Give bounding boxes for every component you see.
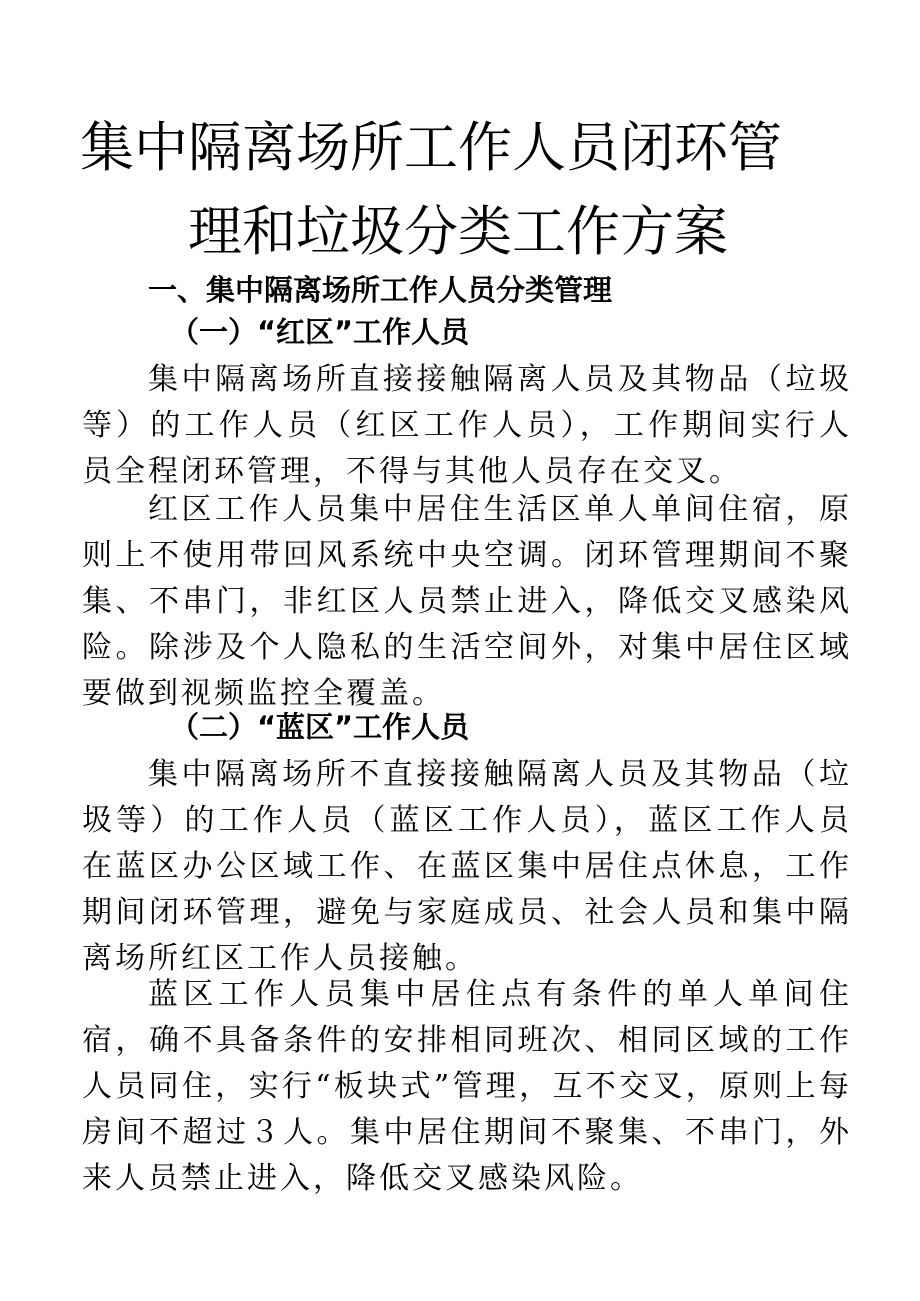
paragraph-4: 蓝区工作人员集中居住点有条件的单人单间住宿，确不具备条件的安排相同班次、相同区域的工作人员同住，实行“板块式”管理，互不交叉，原则上每房间不超过３人。集中居住期间不聚集、不串门，外来人员禁止进入，降低交叉感染风险。 [82,977,852,1196]
paragraph-2: 红区工作人员集中居住生活区单人单间住宿，原则上不使用带回风系统中央空调。闭环管理期间不聚集、不串门，非红区人员禁止进入，降低交叉感染风险。除涉及个人隐私的生活空间外，对集中居住区域要做到视频监控全覆盖。 [82,492,852,711]
document-title-line-1: 集中隔离场所工作人员闭环管 [80,116,782,179]
paragraph-1: 集中隔离场所直接接触隔离人员及其物品（垃圾等）的工作人员（红区工作人员），工作期间实行人员全程闭环管理，不得与其他人员存在交叉。 [82,362,852,489]
subsection-2-heading: （二）“蓝区”工作人员 [170,710,470,744]
subsection-1-heading: （一）“红区”工作人员 [170,315,470,349]
paragraph-3: 集中隔离场所不直接接触隔离人员及其物品（垃圾等）的工作人员（蓝区工作人员），蓝区工作人员在蓝区办公区域工作、在蓝区集中居住点休息，工作期间闭环管理，避免与家庭成员、社会人员和集中隔离场所红区工作人员接触。 [82,757,852,976]
document-title-line-2: 理和垃圾分类工作方案 [188,200,728,263]
section-1-heading: 一、集中隔离场所工作人员分类管理 [148,273,613,307]
